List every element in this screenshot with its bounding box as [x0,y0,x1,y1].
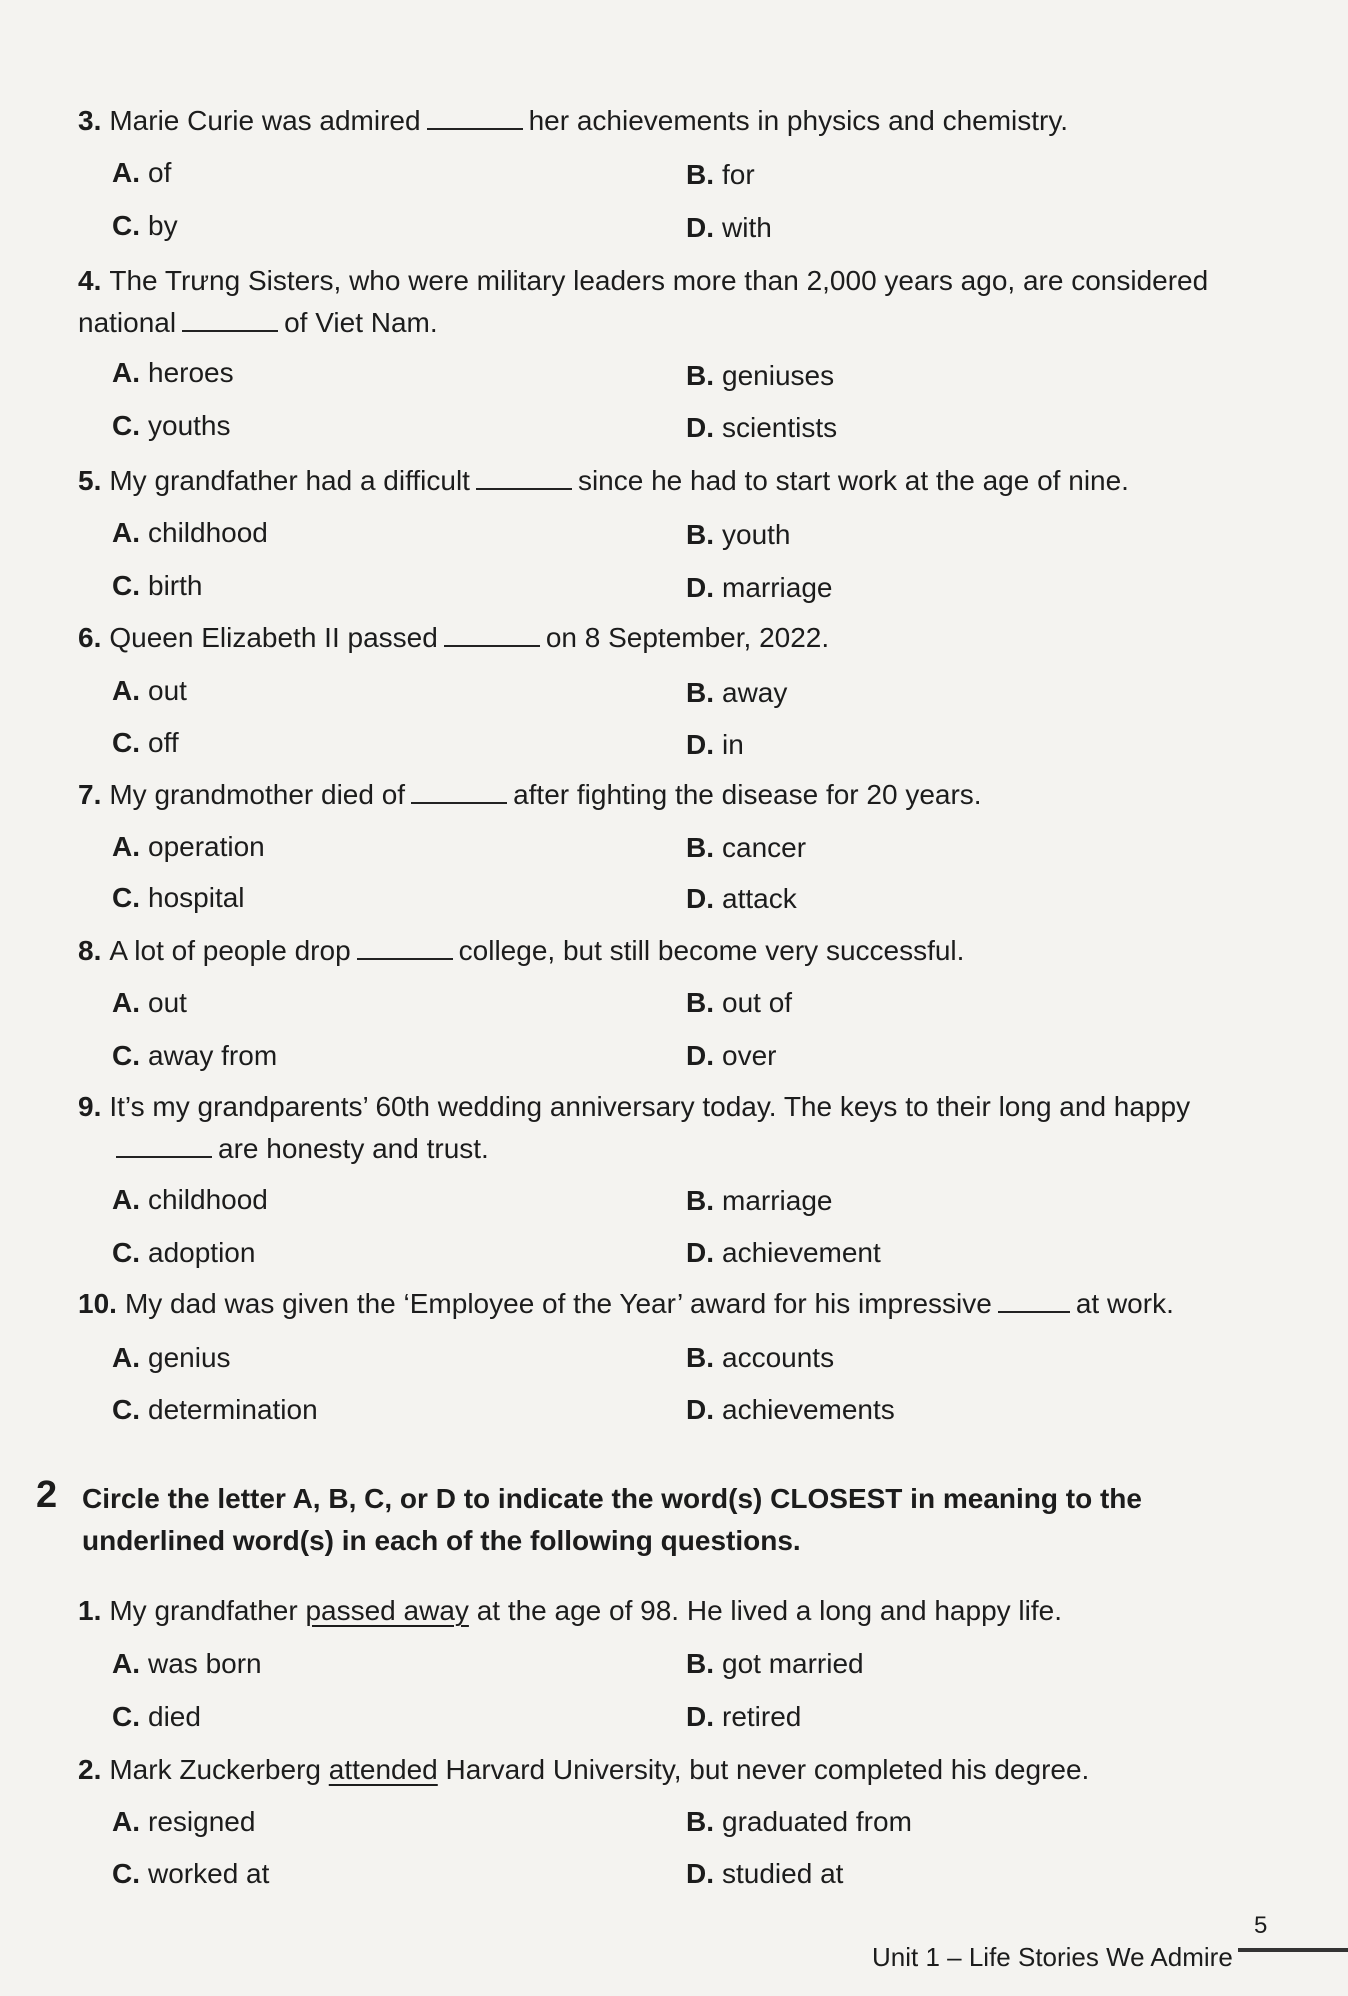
option-d[interactable]: D. studied at [686,1858,844,1889]
question-text-before: My dad was given the ‘Employee of the Year’ award for his impressive [124,1288,992,1319]
question-number: 5. [78,465,102,496]
question-text-before: national [78,307,177,338]
question-text-before: Mark Zuckerberg [109,1754,321,1785]
section-instruction: Circle the letter A, B, C, or D to indicate the word(s) CLOSEST in meaning to the underlined word(s) in each of the following questions. [82,1483,1142,1556]
question-9 [78,1086,1258,1170]
page-number-rule [1238,1948,1348,1952]
option-a[interactable]: A. out [112,987,187,1018]
question-text-line1: It’s my grandparents’ 60th wedding anniversary today. The keys to their long and happy [109,1091,1191,1122]
option-c[interactable]: C. adoption [112,1237,256,1268]
question-number: 7. [78,779,102,810]
question-text-before: A lot of people drop [109,935,351,966]
question-number: 6. [78,622,102,653]
option-c[interactable]: C. birth [112,570,203,601]
question-number: 2. [78,1754,102,1785]
question-text-line1: The Trưng Sisters, who were military leaders more than 2,000 years ago, are considered [109,265,1209,296]
section2-question-1 [78,1590,1258,1632]
option-c[interactable]: C. hospital [112,882,245,913]
option-c[interactable]: C. off [112,727,179,758]
option-d[interactable]: D. retired [686,1701,802,1732]
question-text-after: after fighting the disease for 20 years. [513,779,982,810]
question-3 [78,100,1258,142]
option-d[interactable]: D. over [686,1040,777,1071]
option-d[interactable]: D. scientists [686,412,838,443]
question-8 [78,930,1258,972]
answer-blank [182,306,278,332]
option-c[interactable]: C. worked at [112,1858,270,1889]
answer-blank [357,934,453,960]
question-text-after: since he had to start work at the age of nine. [577,465,1129,496]
option-b[interactable]: B. for [686,159,755,190]
question-number: 3. [78,105,102,136]
option-b[interactable]: B. marriage [686,1185,833,1216]
answer-blank [116,1132,212,1158]
question-number: 9. [78,1091,102,1122]
question-text-before: My grandfather had a difficult [109,465,470,496]
option-c[interactable]: C. away from [112,1040,278,1071]
option-a[interactable]: A. childhood [112,1184,268,1215]
page-number: 5 [1254,1912,1268,1939]
option-b[interactable]: B. cancer [686,832,807,863]
option-a[interactable]: A. of [112,157,172,188]
option-b[interactable]: B. graduated from [686,1806,912,1837]
question-text-before: Marie Curie was admired [109,105,421,136]
question-text-before: Queen Elizabeth II passed [109,622,438,653]
question-text-after: college, but still become very successful. [458,935,965,966]
question-number: 1. [78,1595,102,1626]
option-c[interactable]: C. youths [112,410,231,441]
answer-blank [427,104,523,130]
option-a[interactable]: A. was born [112,1648,262,1679]
option-b[interactable]: B. accounts [686,1342,835,1373]
question-text-after: are honesty and trust. [218,1133,489,1164]
unit-footer: Unit 1 – Life Stories We Admire [872,1942,1233,1972]
option-d[interactable]: D. with [686,212,772,243]
question-7 [78,774,1258,816]
option-d[interactable]: D. achievement [686,1237,881,1268]
answer-blank [476,464,572,490]
option-b[interactable]: B. geniuses [686,360,835,391]
option-a[interactable]: A. out [112,675,187,706]
question-number: 4. [78,265,102,296]
underlined-phrase: attended [328,1754,438,1785]
option-a[interactable]: A. resigned [112,1806,256,1837]
option-d[interactable]: D. achievements [686,1394,895,1425]
option-c[interactable]: C. determination [112,1394,318,1425]
question-10 [78,1283,1258,1325]
question-4 [78,260,1258,344]
question-6 [78,617,1258,659]
answer-blank [444,621,540,647]
option-a[interactable]: A. operation [112,831,265,862]
option-d[interactable]: D. attack [686,883,797,914]
underlined-phrase: passed away [305,1595,469,1626]
question-number: 8. [78,935,102,966]
option-a[interactable]: A. childhood [112,517,268,548]
answer-blank [998,1287,1070,1313]
question-text-after: her achievements in physics and chemistry. [528,105,1069,136]
question-text-before: My grandfather [109,1595,298,1626]
question-text-after: of Viet Nam. [284,307,438,338]
question-number: 10. [78,1288,117,1319]
option-b[interactable]: B. out of [686,987,793,1018]
option-a[interactable]: A. genius [112,1342,231,1373]
option-d[interactable]: D. in [686,729,744,760]
option-d[interactable]: D. marriage [686,572,833,603]
option-a[interactable]: A. heroes [112,357,234,388]
question-text-after: on 8 September, 2022. [545,622,830,653]
option-b[interactable]: B. away [686,677,788,708]
option-c[interactable]: C. died [112,1701,201,1732]
section2-question-2 [78,1749,1258,1791]
section-number: 2 [36,1474,58,1516]
question-text-after: at the age of 98. He lived a long and happy life. [476,1595,1062,1626]
question-text-after: at work. [1075,1288,1174,1319]
option-b[interactable]: B. youth [686,519,791,550]
question-text-before: My grandmother died of [109,779,406,810]
option-c[interactable]: C. by [112,210,178,241]
answer-blank [411,778,507,804]
question-5 [78,460,1258,502]
option-b[interactable]: B. got married [686,1648,864,1679]
question-text-after: Harvard University, but never completed his degree. [445,1754,1090,1785]
